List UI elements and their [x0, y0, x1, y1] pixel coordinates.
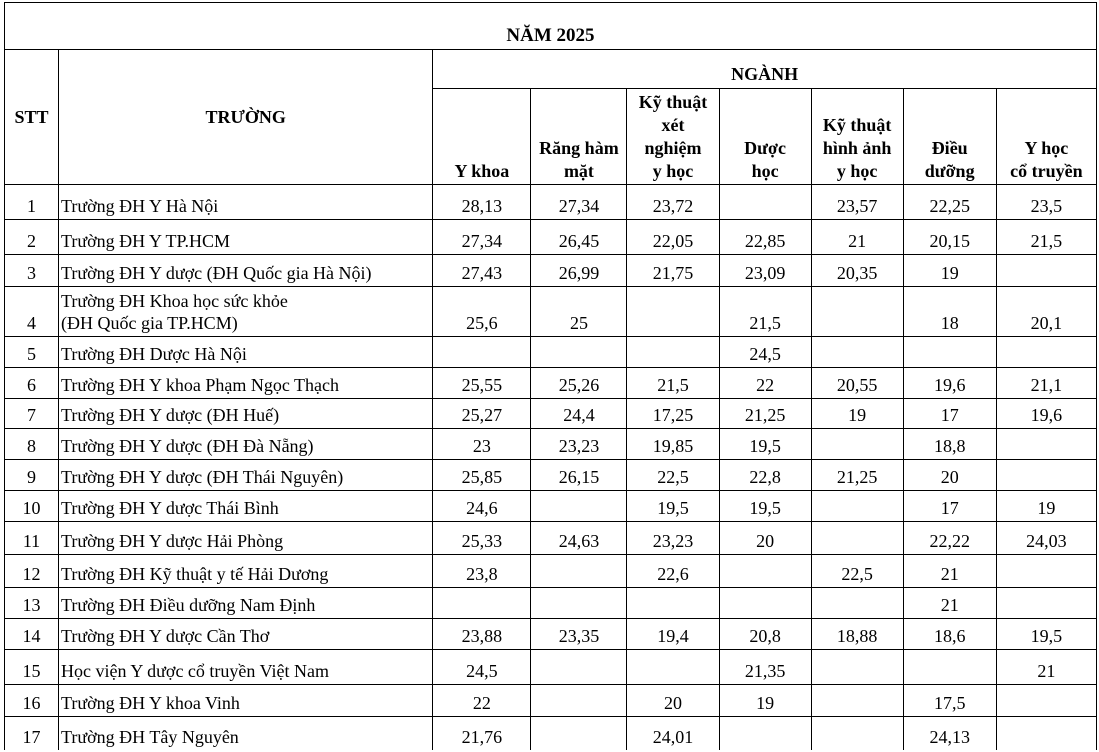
school-name-line: Trường ĐH Y Hà Nội [61, 196, 219, 216]
score-cell: 19,4 [627, 619, 719, 650]
table-row [5, 287, 1097, 337]
table-row [5, 337, 1097, 368]
school-name-line: Trường ĐH Y dược (ĐH Thái Nguyên) [61, 467, 344, 487]
table-row [5, 619, 1097, 650]
score-cell [531, 650, 627, 685]
row-stt: 15 [5, 650, 59, 685]
score-cell: 23,8 [433, 555, 531, 588]
row-stt: 7 [5, 399, 59, 429]
score-cell: 18,6 [903, 619, 996, 650]
table-row [5, 650, 1097, 685]
score-cell: 20,15 [903, 220, 996, 255]
school-name-line: Trường ĐH Tây Nguyên [61, 726, 239, 747]
table-row [5, 685, 1097, 717]
school-header: TRƯỜNG [59, 50, 433, 185]
score-cell: 27,34 [433, 220, 531, 255]
score-cell: 20,35 [811, 255, 903, 287]
school-name-line: Trường ĐH Y dược Thái Bình [61, 498, 279, 518]
score-cell: 21 [903, 555, 996, 588]
table-row [5, 460, 1097, 491]
score-cell [903, 337, 996, 368]
score-cell: 24,4 [531, 399, 627, 429]
table-row [5, 255, 1097, 287]
score-cell: 22,5 [811, 555, 903, 588]
score-cell: 22,22 [903, 522, 996, 555]
score-cell: 22,6 [627, 555, 719, 588]
score-cell: 20,1 [996, 287, 1096, 337]
score-cell [996, 588, 1096, 619]
score-cell: 20,55 [811, 368, 903, 399]
major-header-line: cổ truyền [1010, 161, 1083, 181]
score-cell: 22 [719, 368, 811, 399]
score-cell [433, 588, 531, 619]
stt-header: STT [5, 50, 59, 185]
table-row [5, 717, 1097, 750]
score-cell: 19 [903, 255, 996, 287]
major-header [531, 89, 627, 185]
score-cell: 17 [903, 491, 996, 522]
score-cell [719, 717, 811, 750]
major-header-line: dưỡng [924, 161, 975, 181]
score-cell [531, 555, 627, 588]
score-cell: 19,5 [996, 619, 1096, 650]
table-title: NĂM 2025 [5, 3, 1097, 50]
score-cell: 18,88 [811, 619, 903, 650]
score-cell: 26,45 [531, 220, 627, 255]
score-cell: 25,6 [433, 287, 531, 337]
score-cell [996, 255, 1096, 287]
major-header-line: Y học [1024, 138, 1069, 158]
row-stt: 6 [5, 368, 59, 399]
row-school [59, 619, 433, 650]
score-cell [811, 429, 903, 460]
major-header-line: y học [836, 161, 878, 181]
score-cell: 25 [531, 287, 627, 337]
score-cell: 24,63 [531, 522, 627, 555]
score-cell: 27,43 [433, 255, 531, 287]
score-cell: 25,33 [433, 522, 531, 555]
major-header-line: Dược [744, 138, 786, 158]
score-cell [811, 491, 903, 522]
score-cell: 18 [903, 287, 996, 337]
school-name-line: Trường ĐH Y dược Cần Thơ [61, 626, 270, 646]
row-stt: 16 [5, 685, 59, 717]
score-cell [903, 650, 996, 685]
score-cell: 23,35 [531, 619, 627, 650]
score-cell [531, 337, 627, 368]
major-header-line: nghiệm [644, 138, 702, 158]
score-cell: 19,85 [627, 429, 719, 460]
row-school [59, 685, 433, 717]
score-cell [996, 717, 1096, 750]
score-cell: 25,26 [531, 368, 627, 399]
major-header-line: xét [661, 115, 685, 135]
score-cell: 21,76 [433, 717, 531, 750]
school-name-line: Học viện Y dược cổ truyền Việt Nam [61, 661, 329, 681]
score-cell: 21 [811, 220, 903, 255]
table-row [5, 429, 1097, 460]
score-cell [531, 685, 627, 717]
score-cell: 21,25 [811, 460, 903, 491]
row-school [59, 588, 433, 619]
major-header [903, 89, 996, 185]
score-cell [627, 337, 719, 368]
major-group-header: NGÀNH [433, 50, 1097, 89]
score-cell: 26,15 [531, 460, 627, 491]
score-cell: 21,5 [996, 220, 1096, 255]
row-stt: 5 [5, 337, 59, 368]
score-cell: 19 [811, 399, 903, 429]
score-cell: 24,03 [996, 522, 1096, 555]
major-header-line: hình ảnh [822, 138, 892, 158]
score-cell: 22,85 [719, 220, 811, 255]
score-cell: 21,5 [719, 287, 811, 337]
score-cell: 24,13 [903, 717, 996, 750]
row-school [59, 460, 433, 491]
row-school [59, 255, 433, 287]
score-cell [719, 588, 811, 619]
score-cell: 20 [719, 522, 811, 555]
admission-score-table [4, 2, 1097, 750]
school-name-line: Trường ĐH Điều dưỡng Nam Định [61, 595, 316, 615]
row-stt: 1 [5, 185, 59, 220]
score-cell: 24,6 [433, 491, 531, 522]
row-school [59, 368, 433, 399]
school-name-line: Trường ĐH Y dược Hải Phòng [61, 531, 284, 551]
score-cell: 21,75 [627, 255, 719, 287]
school-name-line: Trường ĐH Y khoa Phạm Ngọc Thạch [61, 375, 339, 395]
major-header-line: mặt [563, 161, 594, 181]
row-school [59, 491, 433, 522]
major-header [811, 89, 903, 185]
row-stt: 2 [5, 220, 59, 255]
score-cell: 20 [903, 460, 996, 491]
score-cell [996, 460, 1096, 491]
table-row [5, 588, 1097, 619]
row-stt: 11 [5, 522, 59, 555]
row-school [59, 429, 433, 460]
major-header [996, 89, 1096, 185]
major-header-line: Răng hàm [539, 138, 619, 158]
score-cell: 19,5 [719, 491, 811, 522]
row-stt: 8 [5, 429, 59, 460]
score-cell: 17,5 [903, 685, 996, 717]
school-name-line: Trường ĐH Y TP.HCM [61, 231, 231, 251]
score-cell: 20 [627, 685, 719, 717]
score-cell: 21,35 [719, 650, 811, 685]
school-name-line: (ĐH Quốc gia TP.HCM) [61, 313, 238, 333]
row-stt: 10 [5, 491, 59, 522]
score-cell [811, 650, 903, 685]
major-header-line: y học [652, 161, 694, 181]
row-school [59, 399, 433, 429]
major-header-line: Y khoa [454, 161, 510, 181]
score-cell: 24,5 [719, 337, 811, 368]
score-cell: 23,09 [719, 255, 811, 287]
score-cell: 19,6 [903, 368, 996, 399]
score-cell: 21 [996, 650, 1096, 685]
score-cell [719, 185, 811, 220]
score-cell [811, 522, 903, 555]
score-cell: 27,34 [531, 185, 627, 220]
score-cell [811, 685, 903, 717]
major-header-line: Kỹ thuật [822, 115, 892, 135]
score-cell: 25,27 [433, 399, 531, 429]
score-cell [627, 650, 719, 685]
table-row [5, 522, 1097, 555]
score-cell [996, 555, 1096, 588]
row-school [59, 337, 433, 368]
score-cell: 23,23 [531, 429, 627, 460]
school-name-line: Trường ĐH Y dược (ĐH Huế) [61, 405, 280, 425]
table-row [5, 491, 1097, 522]
major-header [627, 89, 719, 185]
score-cell: 24,01 [627, 717, 719, 750]
score-cell [627, 588, 719, 619]
score-cell: 25,55 [433, 368, 531, 399]
row-school [59, 220, 433, 255]
score-cell [996, 429, 1096, 460]
row-stt: 3 [5, 255, 59, 287]
major-header [719, 89, 811, 185]
score-cell [531, 588, 627, 619]
major-header-line: Điều [931, 138, 968, 158]
school-name-line: Trường ĐH Kỹ thuật y tế Hải Dương [61, 564, 329, 584]
row-school [59, 555, 433, 588]
table-row [5, 555, 1097, 588]
score-cell: 28,13 [433, 185, 531, 220]
score-cell: 19,6 [996, 399, 1096, 429]
row-school [59, 522, 433, 555]
score-cell: 23,5 [996, 185, 1096, 220]
row-school [59, 717, 433, 750]
score-cell [996, 337, 1096, 368]
row-stt: 13 [5, 588, 59, 619]
score-cell: 23,88 [433, 619, 531, 650]
score-cell: 26,99 [531, 255, 627, 287]
score-cell: 23,57 [811, 185, 903, 220]
score-cell [811, 287, 903, 337]
score-cell: 21,5 [627, 368, 719, 399]
school-name-line: Trường ĐH Dược Hà Nội [61, 344, 247, 364]
row-stt: 14 [5, 619, 59, 650]
score-cell [811, 717, 903, 750]
row-school [59, 287, 433, 337]
row-school [59, 650, 433, 685]
score-cell: 19,5 [627, 491, 719, 522]
score-cell: 22,05 [627, 220, 719, 255]
table-row [5, 399, 1097, 429]
score-cell [811, 588, 903, 619]
score-cell: 19 [719, 685, 811, 717]
score-cell: 17 [903, 399, 996, 429]
row-stt: 12 [5, 555, 59, 588]
score-cell: 24,5 [433, 650, 531, 685]
score-cell [811, 337, 903, 368]
score-cell [996, 685, 1096, 717]
score-cell: 23 [433, 429, 531, 460]
score-cell: 25,85 [433, 460, 531, 491]
score-cell: 22,25 [903, 185, 996, 220]
row-stt: 17 [5, 717, 59, 750]
major-header [433, 89, 531, 185]
score-cell: 19 [996, 491, 1096, 522]
score-cell: 22,8 [719, 460, 811, 491]
school-name-line: Trường ĐH Y dược (ĐH Quốc gia Hà Nội) [61, 263, 372, 283]
row-stt: 9 [5, 460, 59, 491]
row-school [59, 185, 433, 220]
score-cell [627, 287, 719, 337]
score-cell: 23,23 [627, 522, 719, 555]
score-cell: 23,72 [627, 185, 719, 220]
score-cell [719, 555, 811, 588]
score-cell [531, 717, 627, 750]
score-cell: 18,8 [903, 429, 996, 460]
score-cell: 19,5 [719, 429, 811, 460]
score-cell: 21,1 [996, 368, 1096, 399]
major-header-line: học [751, 161, 779, 181]
table-row [5, 220, 1097, 255]
school-name-line: Trường ĐH Khoa học sức khỏe [61, 291, 288, 311]
score-cell: 21 [903, 588, 996, 619]
school-name-line: Trường ĐH Y khoa Vinh [61, 693, 240, 713]
score-cell [531, 491, 627, 522]
score-cell: 17,25 [627, 399, 719, 429]
score-cell: 22,5 [627, 460, 719, 491]
table-row [5, 185, 1097, 220]
score-cell: 20,8 [719, 619, 811, 650]
score-cell: 21,25 [719, 399, 811, 429]
major-header-line: Kỹ thuật [638, 92, 708, 112]
row-stt: 4 [5, 287, 59, 337]
school-name-line: Trường ĐH Y dược (ĐH Đà Nẵng) [61, 436, 314, 456]
score-cell: 22 [433, 685, 531, 717]
score-cell [433, 337, 531, 368]
table-row [5, 368, 1097, 399]
